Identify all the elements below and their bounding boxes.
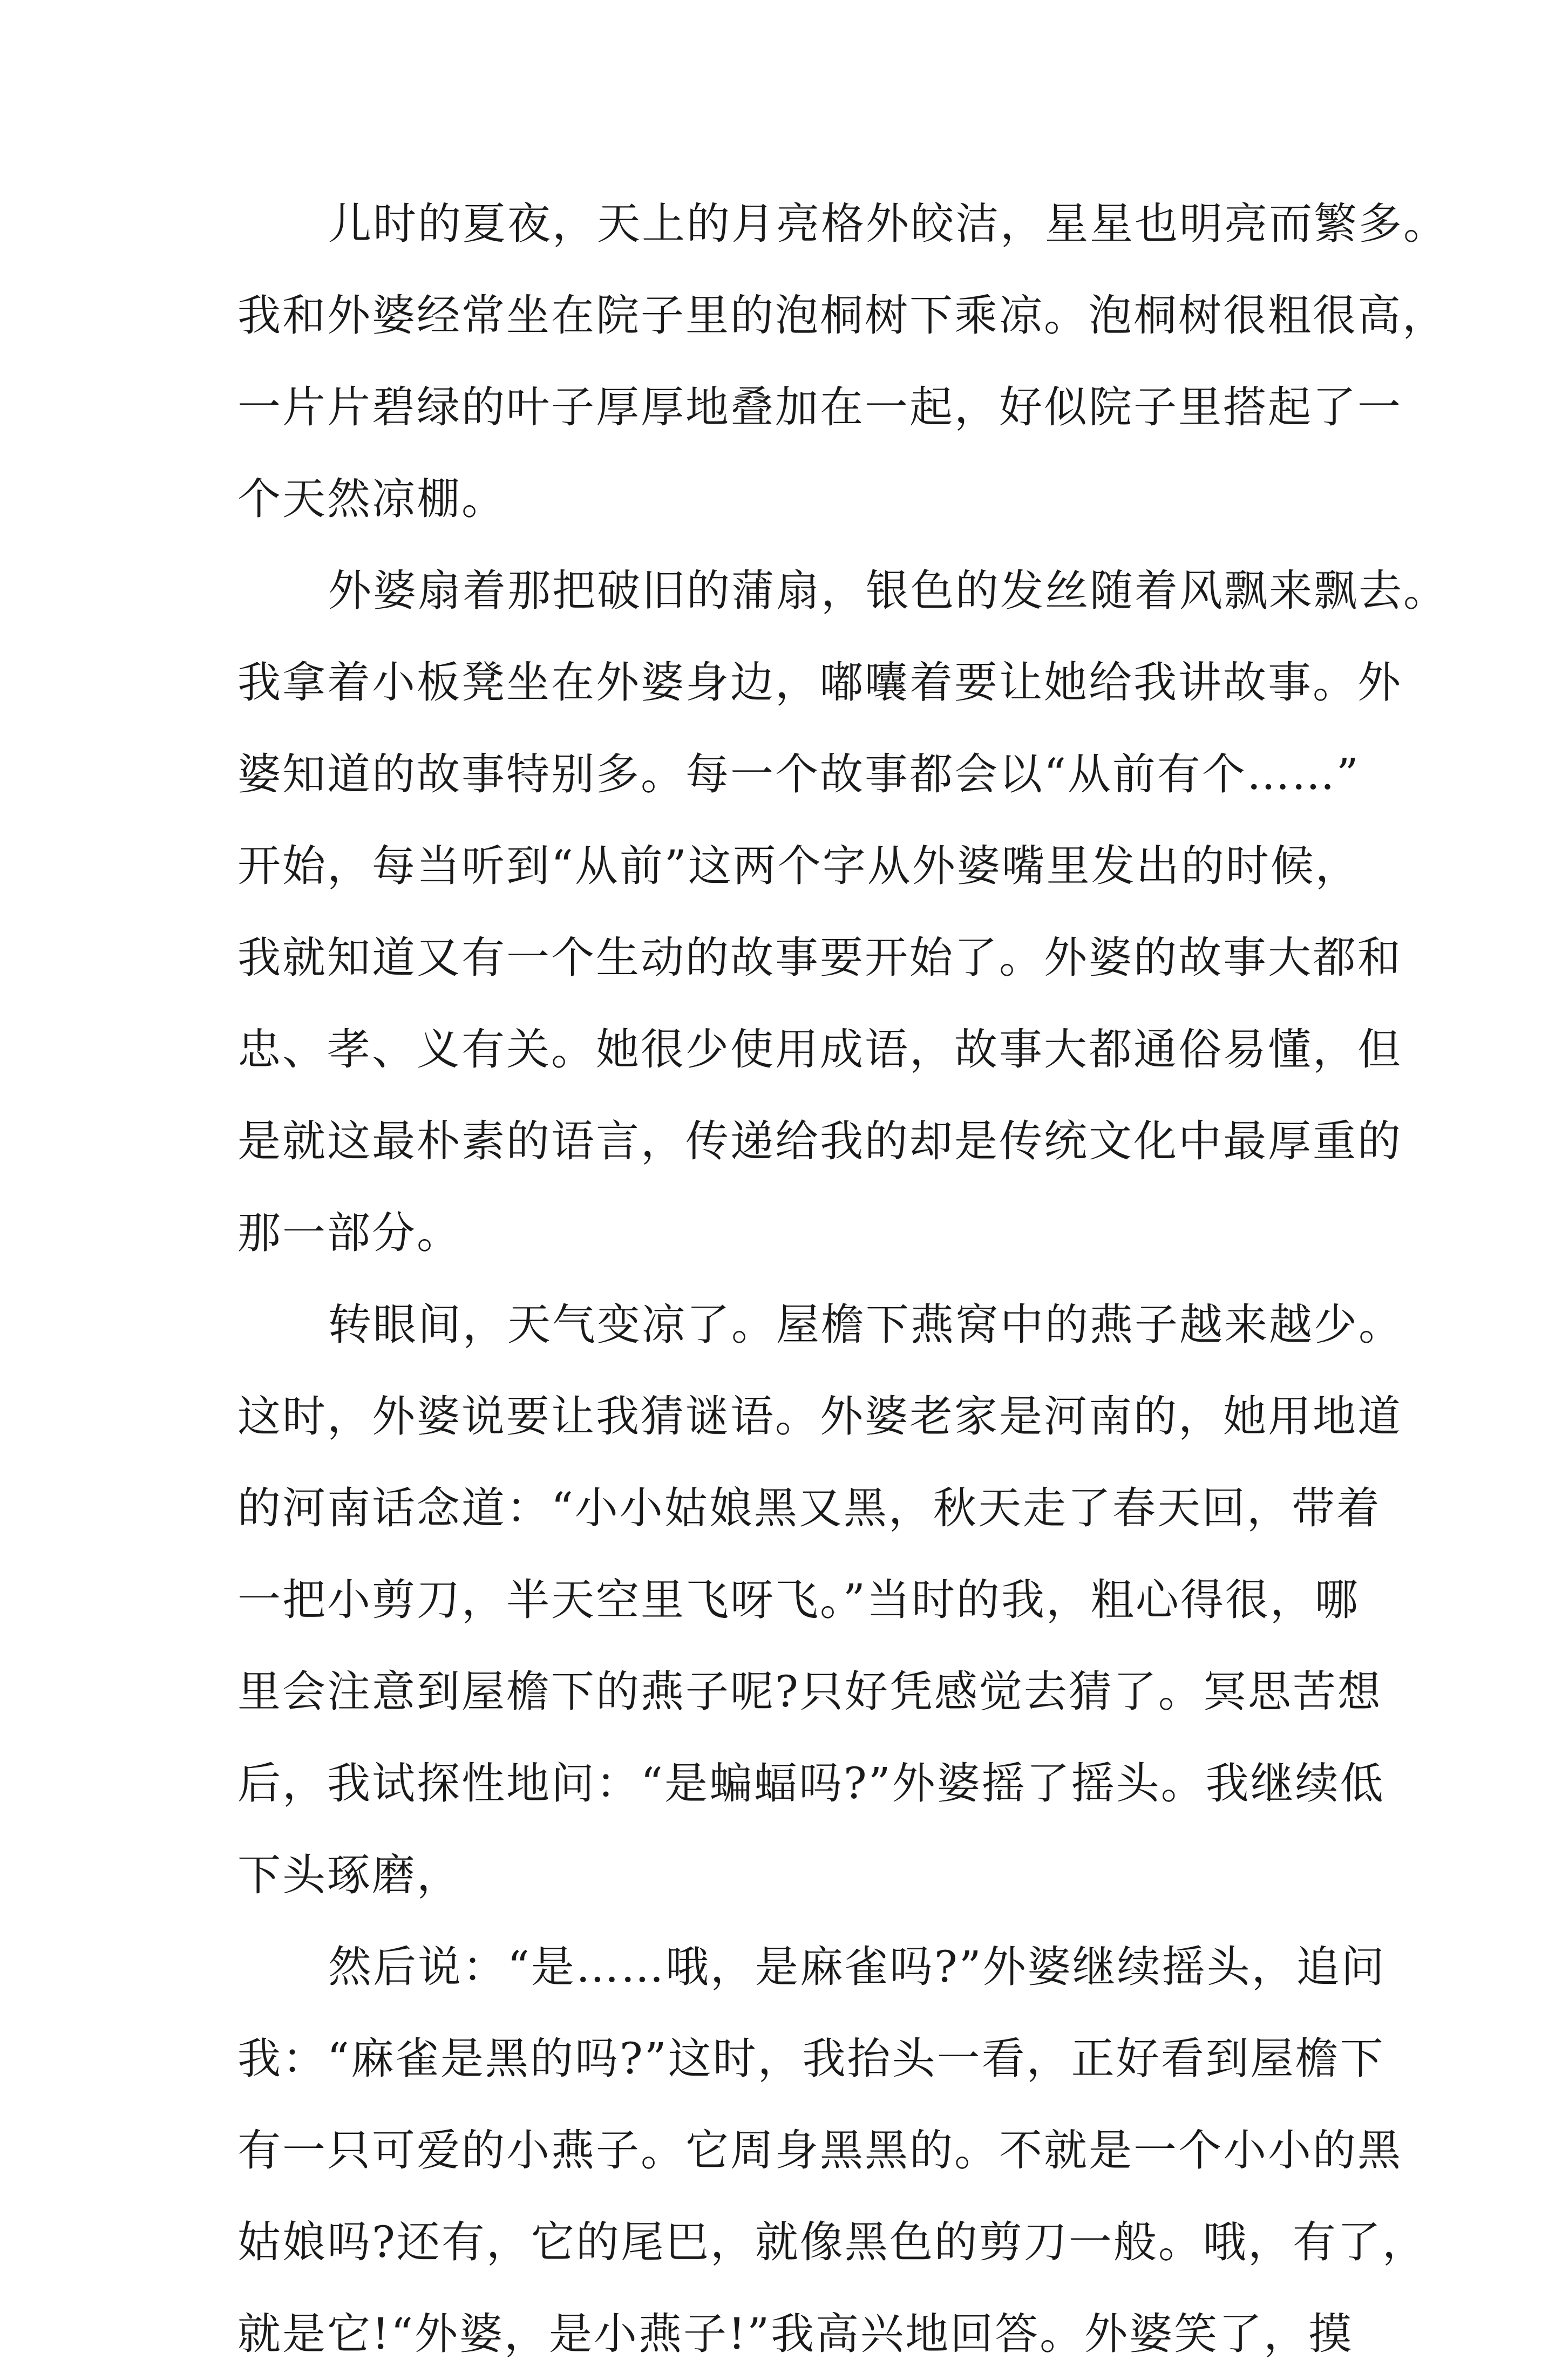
text-line: 是就这最朴素的语言，传递给我的却是传统文化中最厚重的 — [237, 1116, 1402, 1166]
text-line: 外婆扇着那把破旧的蒲扇，银色的发丝随着风飘来飘去。 — [328, 566, 1448, 616]
text-line: 里会注意到屋檐下的燕子呢?只好凭感觉去猜了。冥思苦想 — [237, 1667, 1382, 1717]
text-line: 有一只可爱的小燕子。它周身黑黑的。不就是一个小小的黑 — [237, 2125, 1402, 2175]
text-line: 一把小剪刀，半天空里飞呀飞。”当时的我，粗心得很，哪 — [237, 1575, 1360, 1625]
text-line: 就是它!“外婆，是小燕子!”我高兴地回答。外婆笑了，摸 — [237, 2309, 1354, 2359]
text-line: 姑娘吗?还有，它的尾巴，就像黑色的剪刀一般。哦，有了， — [237, 2217, 1427, 2267]
text-line: 忠、孝、义有关。她很少使用成语，故事大都通俗易懂，但 — [237, 1024, 1402, 1075]
text-line: 那一部分。 — [237, 1208, 461, 1258]
text-line: 下头琢磨， — [237, 1850, 461, 1900]
text-line: 这时，外婆说要让我猜谜语。外婆老家是河南的，她用地道 — [237, 1391, 1402, 1441]
text-line: 我和外婆经常坐在院子里的泡桐树下乘凉。泡桐树很粗很高， — [237, 290, 1447, 341]
text-line: 个天然凉棚。 — [237, 474, 506, 524]
text-line: 后，我试探性地问：“是蝙蝠吗?”外婆摇了摇头。我继续低 — [237, 1758, 1385, 1808]
text-line: 开始，每当听到“从前”这两个字从外婆嘴里发出的时候， — [237, 841, 1360, 891]
text-line: 婆知道的故事特别多。每一个故事都会以“从前有个……” — [237, 749, 1360, 799]
text-line: 转眼间，天气变凉了。屋檐下燕窝中的燕子越来越少。 — [328, 1300, 1403, 1350]
text-line: 我：“麻雀是黑的吗?”这时，我抬头一看，正好看到屋檐下 — [237, 2034, 1385, 2084]
article-body — [237, 178, 1448, 2380]
text-line: 儿时的夏夜，天上的月亮格外皎洁，星星也明亮而繁多。 — [328, 199, 1448, 249]
text-line: 一片片碧绿的叶子厚厚地叠加在一起，好似院子里搭起了一 — [237, 382, 1402, 432]
text-line: 然后说：“是……哦，是麻雀吗?”外婆继续摇头，追问 — [328, 1942, 1386, 1992]
text-line: 我拿着小板凳坐在外婆身边，嘟囔着要让她给我讲故事。外 — [237, 657, 1402, 708]
text-line: 的河南话念道：“小小姑娘黑又黑，秋天走了春天回，带着 — [237, 1483, 1381, 1533]
text-line: 我就知道又有一个生动的故事要开始了。外婆的故事大都和 — [237, 933, 1402, 983]
